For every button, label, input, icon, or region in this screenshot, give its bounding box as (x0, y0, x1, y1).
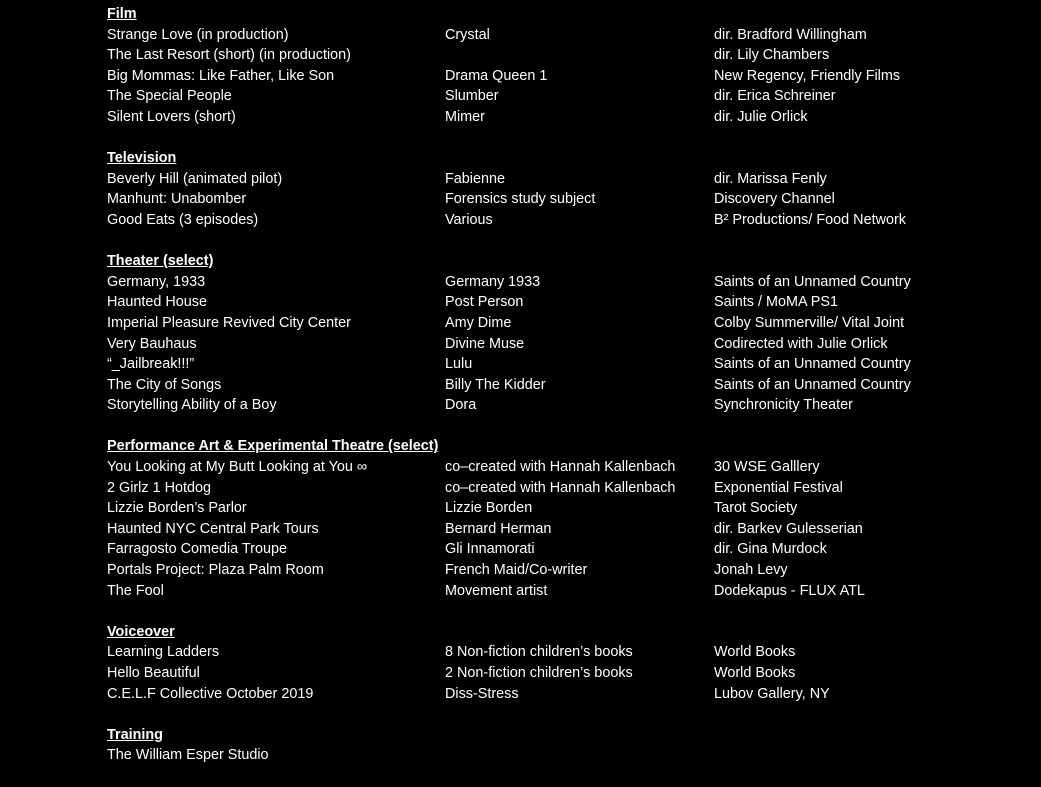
credit-title: Germany, 1933 (107, 273, 206, 290)
credit-row (107, 539, 1007, 560)
section-heading: Voiceover (107, 623, 175, 640)
credit-role: Post Person (445, 294, 524, 311)
credit-company: Jonah Levy (714, 562, 788, 579)
credit-title: The Fool (107, 582, 164, 599)
credit-role: co–created with Hannah Kallenbach (445, 459, 676, 476)
credit-company: Saints of an Unnamed Country (714, 376, 911, 393)
credit-row (107, 66, 1007, 87)
credit-role: Germany 1933 (445, 273, 541, 290)
credit-company: World Books (714, 644, 796, 661)
section-heading: Training (107, 726, 163, 743)
credit-role: Dora (445, 397, 477, 414)
credit-company: Dodekapus - FLUX ATL (714, 582, 865, 599)
credit-title: The William Esper Studio (107, 747, 269, 764)
resume-credits (107, 4, 1007, 787)
credit-row (107, 25, 1007, 46)
credit-company: World Books (714, 665, 796, 681)
credit-row (107, 272, 1007, 293)
credit-row (107, 498, 1007, 519)
credit-title: Manhunt: Unabomber (107, 191, 247, 208)
credit-row (107, 354, 1007, 375)
credit-company: dir. Barkev Gulesserian (714, 520, 863, 537)
credit-title: Lizzie Borden’s Parlor (107, 500, 247, 517)
credit-role: Mimer (445, 108, 485, 125)
credit-role: Fabienne (445, 170, 506, 187)
section-heading: Film (107, 6, 137, 22)
credit-company: dir. Lily Chambers (714, 47, 830, 64)
credit-title: C.E.L.F Collective October 2019 (107, 685, 314, 702)
section (107, 251, 1007, 416)
credit-company (714, 745, 1007, 766)
credit-row (107, 210, 1007, 231)
credit-row (107, 189, 1007, 210)
credit-row (107, 169, 1007, 190)
credit-title: The City of Songs (107, 376, 222, 393)
section-heading: Performance Art & Experimental Theatre (select) (107, 438, 439, 455)
credit-row (107, 581, 1007, 602)
credit-title: Big Mommas: Like Father, Like Son (107, 67, 335, 84)
credit-company: Colby Summerville/ Vital Joint (714, 314, 905, 331)
credit-title: The Special People (107, 88, 232, 105)
credit-company: B² Productions/ Food Network (714, 211, 906, 228)
credit-row (107, 107, 1007, 128)
credit-title: Farragosto Comedia Troupe (107, 541, 287, 558)
credit-title: You Looking at My Butt Looking at You ∞ (107, 459, 368, 476)
credit-role: Billy The Kidder (445, 376, 546, 393)
credit-role: Various (445, 211, 493, 228)
credit-title: Hello Beautiful (107, 665, 200, 681)
credit-title: Haunted NYC Central Park Tours (107, 520, 319, 537)
credit-row (107, 375, 1007, 396)
credit-role: 8 Non-fiction children’s books (445, 644, 633, 661)
credit-company: Exponential Festival (714, 479, 843, 496)
credit-title: Portals Project: Plaza Palm Room (107, 562, 324, 579)
credit-company: dir. Erica Schreiner (714, 88, 836, 105)
credit-title: Good Eats (3 episodes) (107, 211, 259, 228)
credit-title: Learning Ladders (107, 644, 220, 661)
credit-role: Bernard Herman (445, 520, 552, 537)
credit-company: Lubov Gallery, NY (714, 685, 830, 702)
credit-title: Haunted House (107, 294, 208, 311)
section-heading: Television (107, 150, 177, 167)
credit-row (107, 642, 1007, 663)
credit-role: Movement artist (445, 582, 548, 599)
section (107, 148, 1007, 230)
section-heading: Theater (select) (107, 253, 214, 270)
credit-row (107, 519, 1007, 540)
credit-company: dir. Gina Murdock (714, 541, 827, 558)
credit-company: dir. Bradford Willingham (714, 26, 867, 43)
credit-role: Divine Muse (445, 335, 525, 352)
credit-role: co–created with Hannah Kallenbach (445, 479, 676, 496)
credit-title: Imperial Pleasure Revived City Center (107, 314, 351, 331)
credit-row (107, 745, 1007, 766)
credit-row (107, 45, 1007, 66)
credit-role: Forensics study subject (445, 191, 596, 208)
credit-company: Saints / MoMA PS1 (714, 294, 838, 311)
credit-title: Storytelling Ability of a Boy (107, 397, 277, 414)
credit-role: Slumber (445, 88, 499, 105)
credit-role: Diss-Stress (445, 685, 519, 702)
section (107, 725, 1007, 766)
credit-role: Amy Dime (445, 314, 512, 331)
credit-company: 30 WSE Galllery (714, 459, 820, 476)
credit-company: New Regency, Friendly Films (714, 67, 901, 84)
section (107, 622, 1007, 704)
credit-row (107, 334, 1007, 355)
credit-row (107, 86, 1007, 107)
credit-row (107, 395, 1007, 416)
credit-row (107, 560, 1007, 581)
credit-role: Lizzie Borden (445, 500, 533, 517)
credit-row (107, 684, 1007, 705)
credit-company: dir. Julie Orlick (714, 108, 808, 125)
credit-role (445, 45, 714, 66)
credit-company: Tarot Society (714, 500, 798, 517)
credit-company: Codirected with Julie Orlick (714, 335, 888, 352)
section (107, 436, 1007, 601)
credit-company: Synchronicity Theater (714, 397, 853, 414)
credit-title: Strange Love (in production) (107, 26, 289, 43)
credit-title: 2 Girlz 1 Hotdog (107, 479, 211, 496)
credit-title: “_Jailbreak!!!” (107, 356, 195, 373)
credit-row (107, 478, 1007, 499)
credit-role: French Maid/Co-writer (445, 562, 588, 579)
credit-title: Beverly Hill (animated pilot) (107, 170, 283, 187)
credit-role (445, 745, 714, 766)
credit-company: Discovery Channel (714, 191, 835, 208)
credit-role: 2 Non-fiction children’s books (445, 665, 633, 681)
credit-title: Silent Lovers (short) (107, 108, 236, 125)
credit-company: Saints of an Unnamed Country (714, 273, 911, 290)
credit-title: Very Bauhaus (107, 335, 197, 352)
credit-row (107, 292, 1007, 313)
credit-role: Gli Innamorati (445, 541, 535, 558)
credit-row (107, 457, 1007, 478)
credit-row (107, 313, 1007, 334)
credit-role: Lulu (445, 356, 473, 373)
credit-company: Saints of an Unnamed Country (714, 356, 911, 373)
credit-row (107, 663, 1007, 684)
section (107, 4, 1007, 128)
credit-title: The Last Resort (short) (in production) (107, 47, 351, 64)
credit-role: Crystal (445, 26, 490, 43)
credit-role: Drama Queen 1 (445, 67, 548, 84)
credit-company: dir. Marissa Fenly (714, 170, 827, 187)
